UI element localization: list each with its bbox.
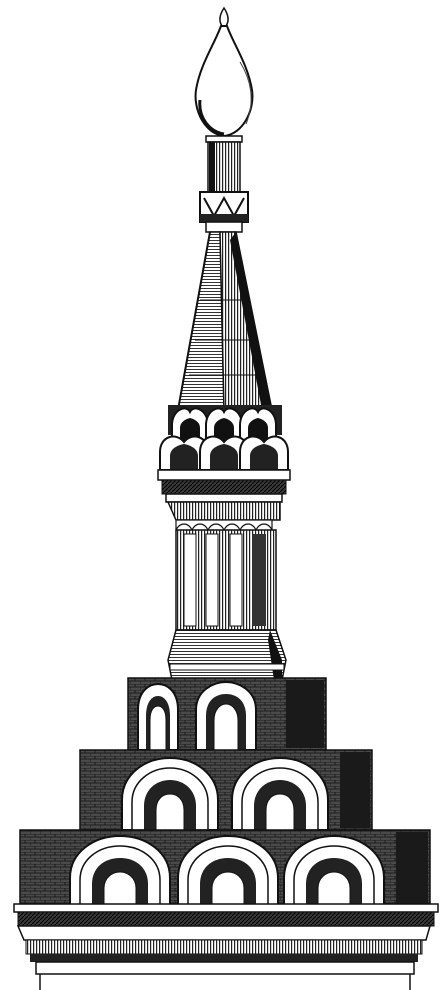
finial (196, 8, 253, 232)
middle-tier (80, 750, 372, 830)
spire (178, 232, 272, 410)
arched-crown (160, 405, 288, 470)
spire-left-face (178, 232, 224, 410)
lower-tier (20, 830, 430, 906)
upper-tier (128, 678, 326, 750)
drum (168, 530, 286, 680)
finial-tip (220, 8, 228, 26)
drum-cornice (158, 470, 290, 530)
finial-collar (206, 136, 242, 142)
base-cornice (14, 904, 438, 990)
